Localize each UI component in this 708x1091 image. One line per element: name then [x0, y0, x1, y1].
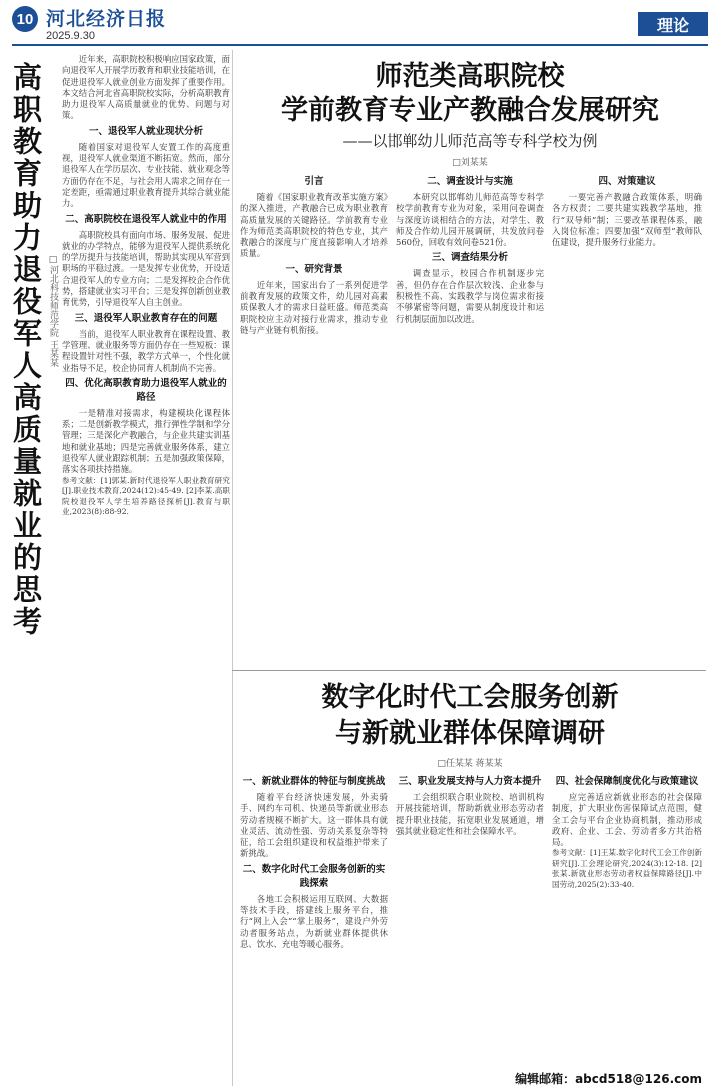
- left-intro: 近年来，高职院校积极响应国家政策，面向退役军人开展学历教育和职业技能培训，在促进退役军人就业创业方面发挥了重要作用。本文结合河北省高职院校实际，分析高职教育助力退役军人高质量就业的优势、问题与对策。: [62, 54, 230, 121]
- left-article-body: [62, 54, 230, 1084]
- article-b-title: [235, 680, 705, 752]
- section-tab: 理论: [638, 12, 708, 36]
- left-text-3: 当前，退役军人职业教育在课程设置、教学管理、就业服务等方面仍存在一些短板：课程设置针对性不强，教学方式单一，个性化就业指导不足，校企协同育人机制尚不完善。: [62, 328, 230, 373]
- left-text-4: 一是精准对接需求，构建模块化课程体系；二是创新教学模式，推行弹性学制和学分管理；三是深化产教融合，与企业共建实训基地和就业基地；四是完善就业服务体系，建立退役军人就业跟踪机制；五是加强政策保障，落实各项扶持措施。: [62, 407, 230, 475]
- left-heading-3: 三、退役军人职业教育存在的问题: [74, 312, 218, 324]
- a-heading-2: 二、调查设计与实施: [427, 176, 513, 187]
- left-heading-1: 一、退役军人就业现状分析: [88, 125, 203, 137]
- a-heading-1: 一、研究背景: [285, 263, 343, 275]
- editor-email: 编辑邮箱：abcd518@126.com: [515, 1072, 702, 1086]
- article-a-title-line1: 师范类高职院校: [375, 61, 565, 92]
- a-text-1: 近年来，国家出台了一系列促进学前教育发展的政策文件，幼儿园对高素质保教人才的需求日益旺盛。师范类高职院校应主动对接行业需求，推动专业链与产业链有机衔接。: [240, 279, 388, 335]
- b-text-1: 各地工会积极运用互联网、大数据等技术手段，搭建线上服务平台，推行“网上入会”“掌上服务”，建设户外劳动者服务站点，为新就业群体提供休息、饮水、充电等暖心服务。: [240, 893, 388, 949]
- left-article-title: 高职教育助力退役军人高质量就业的思考: [9, 62, 43, 638]
- left-article-byline: □河北科技师范学院 王某某: [48, 255, 58, 367]
- article-b-title-line1: 数字化时代工会服务创新: [321, 682, 619, 713]
- article-b-col-1: [240, 772, 388, 1072]
- b-text-0: 随着平台经济快速发展，外卖骑手、网约车司机、快递员等新就业形态劳动者规模不断扩大。这一群体具有就业灵活、流动性强、劳动关系复杂等特征，给工会组织建设和权益维护带来了新挑战。: [240, 792, 388, 859]
- column-divider: [232, 50, 233, 1086]
- article-a-col-2: [396, 172, 544, 662]
- b-text-2: 工会组织联合职业院校、培训机构开展技能培训，帮助新就业形态劳动者提升职业技能，拓宽职业发展通道，增强其就业稳定性和社会保障水平。: [396, 792, 544, 836]
- article-a-subtitle: ——以邯郸幼儿师范高等专科学校为例: [342, 132, 598, 150]
- article-b-col-3: [552, 772, 702, 1052]
- article-a-col-3: [552, 172, 702, 662]
- article-a-title-line2: 学前教育专业产教融合发展研究: [281, 95, 659, 126]
- a-text-0: 随着《国家职业教育改革实施方案》的深入推进，产教融合已成为职业教育高质量发展的关键路径。学前教育专业作为师范类高职院校的特色专业，其产教融合的深度与广度直接影响人才培养质量。: [240, 192, 388, 259]
- b-heading-2: 三、职业发展支持与人力资本提升: [398, 776, 542, 787]
- article-a-author: □刘某某: [452, 158, 488, 168]
- articles-divider: [232, 670, 706, 671]
- article-b-author: □任某某 蒋某某: [437, 759, 503, 769]
- article-b-col-2: [396, 772, 544, 1072]
- paper-name: 河北经济日报: [46, 8, 167, 30]
- b-references: 参考文献：[1]王某.数字化时代工会工作创新研究[J].工会理论研究,2024(3):12-18. [2]张某.新就业形态劳动者权益保障路径[J].中国劳动,2025(2):33-40.: [552, 848, 702, 889]
- left-references: 参考文献：[1]郭某.新时代退役军人职业教育研究[J].职业技术教育,2024(12):45-49. [2]李某.高职院校退役军人学生培养路径探析[J].教育与职业,2023(8):88-92.: [62, 475, 230, 517]
- issue-date: 2025.9.30: [46, 30, 95, 42]
- a-heading-0: 引言: [304, 176, 324, 187]
- header-rule: [12, 44, 708, 46]
- article-b-title-line2: 与新就业群体保障调研: [335, 718, 605, 749]
- left-text-1: 随着国家对退役军人安置工作的高度重视，退役军人就业渠道不断拓宽。然而，部分退役军人在学历层次、专业技能、就业观念等方面仍存在不足，与社会用人需求之间存在一定差距，亟需通过职业教育提升其综合就业能力。: [62, 141, 230, 209]
- masthead: [0, 0, 708, 46]
- b-heading-0: 一、新就业群体的特征与制度挑战: [242, 776, 386, 787]
- a-text-2: 本研究以邯郸幼儿师范高等专科学校学前教育专业为对象，采用问卷调查与深度访谈相结合的方法，对学生、教师及合作幼儿园开展调研，共发放问卷560份，回收有效问卷521份。: [396, 192, 544, 248]
- left-text-2: 高职院校具有面向市场、服务发展、促进就业的办学特点，能够为退役军人提供系统化的学历提升与技能培训，帮助其实现从军营到职场的平稳过渡。一是发挥专业优势，开设适合退役军人的专业方向；二是发挥校企合作优势，搭建就业实习平台；三是发挥创新创业教育优势，引导退役军人自主创业。: [62, 229, 230, 308]
- a-heading-3: 三、调查结果分析: [431, 252, 508, 264]
- a-heading-4: 四、对策建议: [598, 176, 656, 187]
- b-heading-1: 二、数字化时代工会服务创新的实践探索: [242, 863, 386, 889]
- article-a-col-1: [240, 172, 388, 662]
- b-heading-3: 四、社会保障制度优化与政策建议: [555, 776, 699, 787]
- article-a-title: [235, 60, 705, 128]
- page-number: 10: [12, 6, 38, 32]
- left-heading-4: 四、优化高职教育助力退役军人就业的路径: [65, 377, 227, 403]
- a-text-4: 一要完善产教融合政策体系，明确各方权责；二要共建实践教学基地，推行“双导师”制；三要改革课程体系，融入岗位标准；四要加强“双师型”教师队伍建设，提升服务行业能力。: [552, 192, 702, 248]
- b-text-3: 应完善适应新就业形态的社会保障制度，扩大职业伤害保障试点范围，健全工会与平台企业协商机制，推动形成政府、企业、工会、劳动者多方共治格局。: [552, 792, 702, 848]
- a-text-3: 调查显示，校园合作机制逐步完善，但仍存在合作层次较浅、企业参与积极性不高、实践教学与岗位需求衔接不够紧密等问题，需要从制度设计和运行机制层面加以改进。: [396, 268, 544, 324]
- left-heading-2: 二、高职院校在退役军人就业中的作用: [65, 213, 227, 225]
